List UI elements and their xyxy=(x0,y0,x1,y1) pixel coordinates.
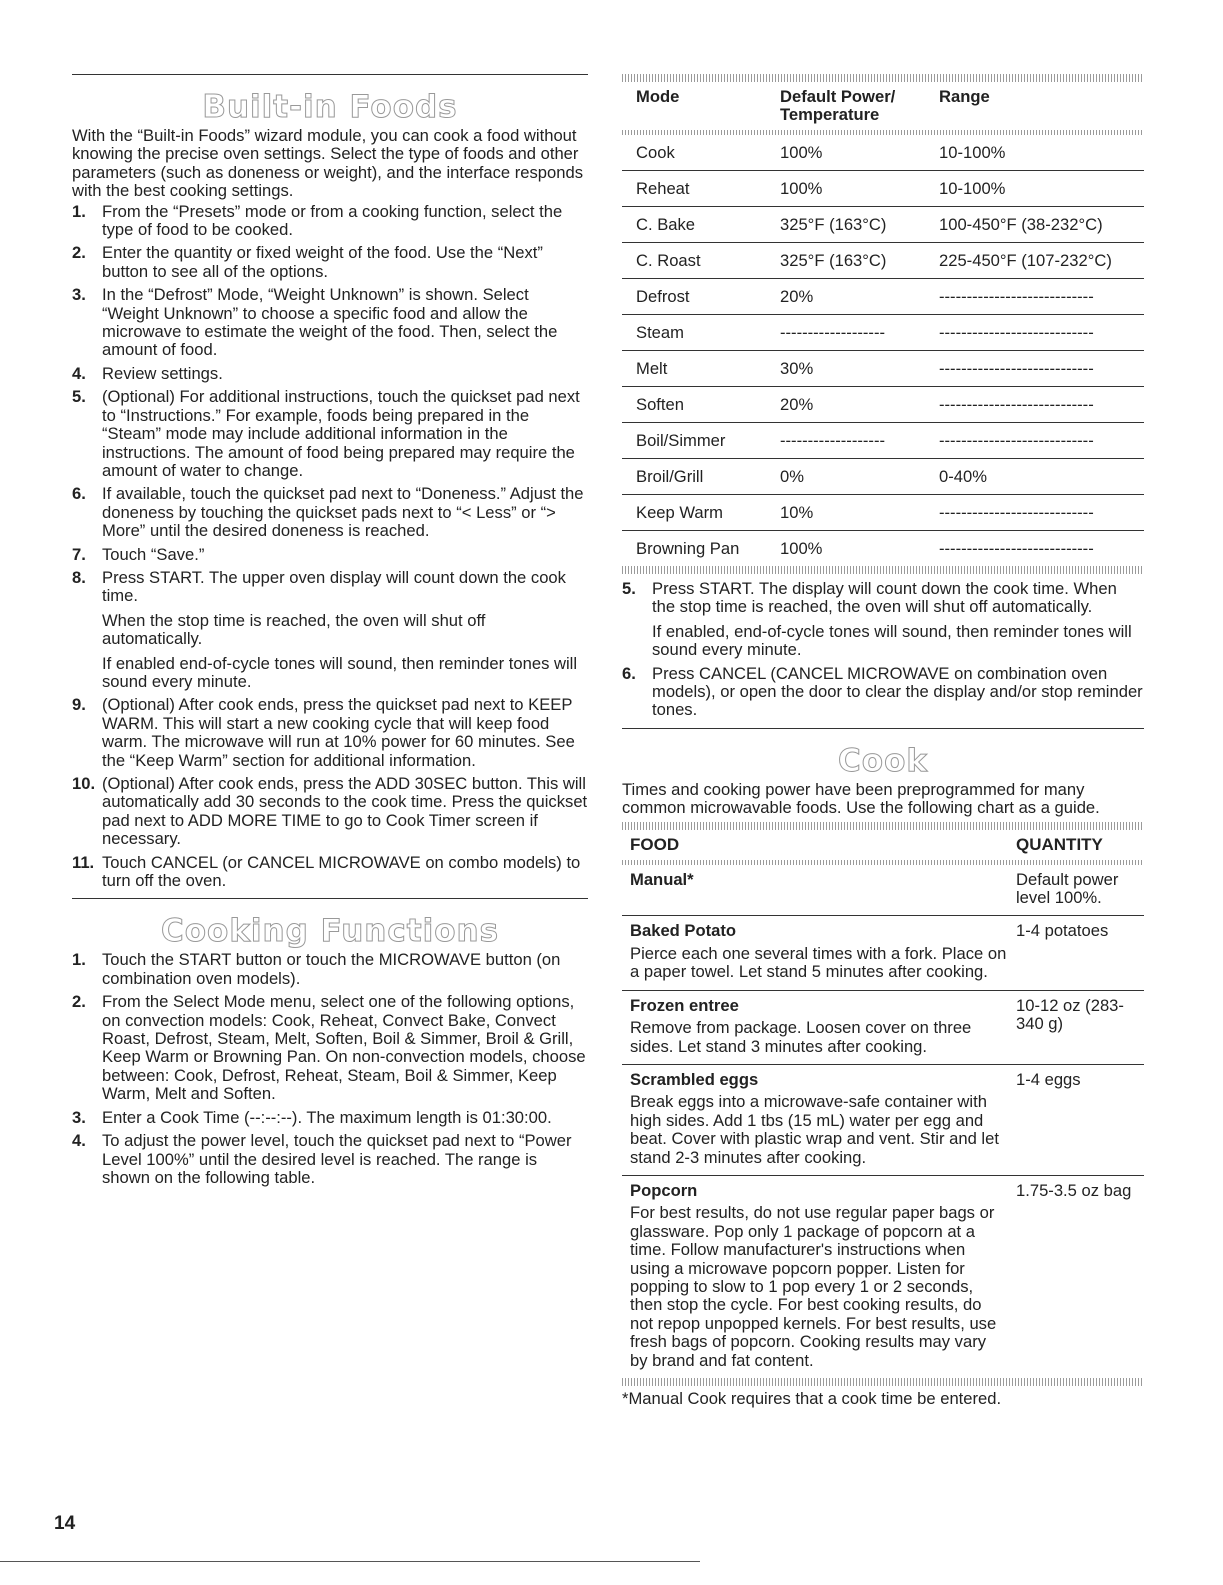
step-text: Enter a Cook Time (--:--:--). The maximum length is 01:30:00. xyxy=(102,1107,552,1127)
builtin-foods-heading: Built-in Foods xyxy=(202,89,458,125)
list-item xyxy=(72,1109,588,1127)
builtin-foods-steps xyxy=(72,203,588,891)
step-text: Press START. The display will count down the cook time. When the stop time is reached, the oven will shut off automatically. xyxy=(652,579,1117,617)
range-cell: ---------------------------- xyxy=(925,279,1144,315)
table-row xyxy=(622,243,1144,279)
table-row xyxy=(622,351,1144,387)
range-cell: ---------------------------- xyxy=(925,315,1144,351)
table-header-row xyxy=(622,830,1144,860)
mode-cell: Browning Pan xyxy=(636,539,740,558)
header-divider xyxy=(622,130,1144,135)
power-cell: ------------------- xyxy=(766,423,925,459)
mode-table-body xyxy=(622,135,1144,566)
mode-cell: Keep Warm xyxy=(622,495,766,531)
list-item xyxy=(72,569,588,691)
column-header: FOOD xyxy=(630,834,680,854)
food-cell xyxy=(622,1175,1008,1378)
mode-cell: C. Bake xyxy=(622,207,766,243)
step-note: If enabled end-of-cycle tones will sound, then reminder tones will sound every minute. xyxy=(102,653,578,691)
mode-cell: Defrost xyxy=(622,279,766,315)
cooking-functions-heading: Cooking Functions xyxy=(160,913,500,950)
food-description: For best results, do not use regular paper bags or glassware. Pop only 1 package of popcorn at a time. Follow manufacturer's instructions when using a microwave popcorn popper. Listen for popping to slow to 1 pop every 1 or 2 seconds, then stop the cycle. For best cooking results, do not repop unpopped kernels. For best results, use fresh bags of popcorn. Cooking results may vary by brand and fat content. xyxy=(630,1203,997,1370)
step-text: Review settings. xyxy=(102,363,223,383)
food-table xyxy=(622,830,1144,1378)
food-cell xyxy=(622,916,1008,990)
step-number: 5. xyxy=(72,387,86,407)
mode-cell: Boil/Simmer xyxy=(622,423,766,459)
table-row xyxy=(622,1175,1144,1378)
table-row xyxy=(622,916,1144,990)
step-number: 1. xyxy=(72,950,86,970)
right-column xyxy=(622,74,1144,1408)
column-header: QUANTITY xyxy=(1016,834,1103,854)
cook-intro: Times and cooking power have been preprogrammed for many common microwavable foods. Use the following chart as a guide. xyxy=(622,779,1100,818)
step-text: (Optional) For additional instructions, touch the quickset pad next to “Instructions.” For example, foods being prepared in the “Steam” mode may include additional information in the instructions. The amount of food being prepared may require the amount of water to change. xyxy=(102,387,580,480)
step-number: 2. xyxy=(72,992,86,1012)
power-cell: 100% xyxy=(780,539,823,558)
quantity-cell: 10-12 oz (283-340 g) xyxy=(1008,990,1144,1064)
table-row xyxy=(622,315,1144,351)
step-text: Touch “Save.” xyxy=(102,544,205,564)
step-text: Enter the quantity or fixed weight of the food. Use the “Next” button to see all of the options. xyxy=(102,243,543,281)
table-row xyxy=(622,990,1144,1064)
food-name: Manual* xyxy=(630,869,694,889)
table-top-border xyxy=(622,822,1144,830)
range-cell: 100-450°F (38-232°C) xyxy=(925,207,1144,243)
list-item xyxy=(72,546,588,564)
table-row xyxy=(622,387,1144,423)
footnote: *Manual Cook requires that a cook time be entered. xyxy=(622,1389,1002,1408)
builtin-foods-intro: With the “Built-in Foods” wizard module, you can cook a food without knowing the precise oven settings. Select the type of foods and other parameters (such as doneness or weight), and the interface responds with the best cooking settings. xyxy=(72,126,584,201)
step-text: Touch CANCEL (or CANCEL MICROWAVE on combo models) to turn off the oven. xyxy=(102,852,581,891)
section-divider xyxy=(72,898,588,899)
range-cell: ---------------------------- xyxy=(939,539,1094,558)
food-table-body xyxy=(622,865,1144,1378)
list-item xyxy=(72,203,588,240)
cook-heading: Cook xyxy=(838,742,928,779)
step-number: 8. xyxy=(72,567,86,587)
quantity-cell: 1.75-3.5 oz bag xyxy=(1016,1180,1132,1200)
range-cell: 10-100% xyxy=(925,135,1144,171)
step-text: (Optional) After cook ends, press the ADD 30SEC button. This will automatically add 30 seconds to the cook time. Press the quickset pad next to ADD MORE TIME to go to Cook Timer screen if necessary. xyxy=(102,774,588,849)
quantity-cell: 1-4 potatoes xyxy=(1008,916,1144,990)
column-header: Default Power/ Temperature xyxy=(780,87,896,124)
list-item xyxy=(72,993,588,1103)
quantity-cell: 1-4 eggs xyxy=(1008,1064,1144,1175)
cooking-functions-steps xyxy=(72,951,588,1187)
mode-cell: Melt xyxy=(622,351,766,387)
step-number: 4. xyxy=(72,1131,86,1151)
step-text: In the “Defrost” Mode, “Weight Unknown” is shown. Select “Weight Unknown” to choose a specific food and allow the microwave to estimate the weight of the food. Then, select the amount of food. xyxy=(102,285,558,360)
step-number: 3. xyxy=(72,1107,86,1127)
range-cell: 0-40% xyxy=(925,459,1144,495)
table-row xyxy=(622,423,1144,459)
list-item xyxy=(72,951,588,988)
range-cell: ---------------------------- xyxy=(925,423,1144,459)
list-item xyxy=(72,696,588,770)
mode-cell: C. Roast xyxy=(622,243,766,279)
column-header: Range xyxy=(939,87,990,106)
step-number: 1. xyxy=(72,201,86,221)
table-row xyxy=(622,135,1144,171)
quantity-cell: Default power level 100%. xyxy=(1008,865,1144,916)
step-number: 6. xyxy=(622,663,636,683)
power-cell: 20% xyxy=(766,279,925,315)
power-cell: 100% xyxy=(766,171,925,207)
list-item xyxy=(72,388,588,480)
food-description: Break eggs into a microwave-safe container with high sides. Add 1 tbs (15 mL) water per egg and beat. Cover with plastic wrap and vent. Stir and let stand 2-3 minutes after cooking. xyxy=(630,1092,999,1167)
step-number: 2. xyxy=(72,243,86,263)
power-cell: 100% xyxy=(766,135,925,171)
range-cell: ---------------------------- xyxy=(925,387,1144,423)
section-divider xyxy=(72,74,588,75)
power-cell: ------------------- xyxy=(766,315,925,351)
power-cell: 30% xyxy=(766,351,925,387)
food-cell xyxy=(622,990,1008,1064)
food-name: Frozen entree xyxy=(630,995,739,1015)
page-bottom-rule xyxy=(0,1561,700,1562)
table-header-row xyxy=(622,82,1144,129)
food-cell xyxy=(622,865,1008,916)
right-steps xyxy=(622,580,1144,720)
power-cell: 10% xyxy=(766,495,925,531)
power-cell: 0% xyxy=(766,459,925,495)
step-number: 3. xyxy=(72,285,86,305)
table-bottom-border xyxy=(622,566,1144,574)
step-text: To adjust the power level, touch the quickset pad next to “Power Level 100%” until the desired level is reached. The range is shown on the following table. xyxy=(102,1131,572,1187)
table-row xyxy=(622,207,1144,243)
step-text: If available, touch the quickset pad next to “Doneness.” Adjust the doneness by touching the quickset pads next to “< Less” or “> More” until the desired doneness is reached. xyxy=(102,484,584,541)
step-number: 10. xyxy=(72,774,96,793)
food-description: Remove from package. Loosen cover on three sides. Let stand 3 minutes after cooking. xyxy=(630,1018,972,1056)
step-text: Press CANCEL (CANCEL MICROWAVE on combination oven models), or open the door to clear the display and/or stop reminder tones. xyxy=(652,663,1143,720)
food-name: Popcorn xyxy=(630,1180,698,1200)
left-column xyxy=(72,74,588,1192)
list-item xyxy=(72,1132,588,1187)
mode-cell: Soften xyxy=(622,387,766,423)
list-item xyxy=(72,775,588,849)
step-note: When the stop time is reached, the oven will shut off automatically. xyxy=(102,610,486,649)
mode-cell: Cook xyxy=(622,135,766,171)
table-row xyxy=(622,459,1144,495)
food-name: Scrambled eggs xyxy=(630,1069,759,1089)
column-header: Mode xyxy=(636,87,680,106)
table-row xyxy=(622,865,1144,916)
table-top-border xyxy=(622,74,1144,82)
mode-cell: Steam xyxy=(622,315,766,351)
mode-table xyxy=(622,82,1144,566)
step-number: 11. xyxy=(72,852,95,872)
step-number: 9. xyxy=(72,695,86,715)
step-number: 5. xyxy=(622,579,636,598)
step-number: 6. xyxy=(72,484,86,504)
step-number: 7. xyxy=(72,544,86,564)
mode-cell: Reheat xyxy=(622,171,766,207)
range-cell: 10-100% xyxy=(925,171,1144,207)
step-text: Touch the START button or touch the MICROWAVE button (on combination oven models). xyxy=(102,950,561,988)
table-row xyxy=(622,279,1144,315)
range-cell: ---------------------------- xyxy=(925,495,1144,531)
range-cell: 225-450°F (107-232°C) xyxy=(925,243,1144,279)
list-item xyxy=(622,580,1144,660)
list-item xyxy=(72,854,588,891)
step-text: (Optional) After cook ends, press the quickset pad next to KEEP WARM. This will start a new cooking cycle that will keep food warm. The microwave will run at 10% power for 60 minutes. See the “Keep Warm” section for additional information. xyxy=(102,695,575,770)
list-item xyxy=(622,665,1144,720)
table-bottom-border xyxy=(622,1378,1144,1386)
power-cell: 325°F (163°C) xyxy=(766,243,925,279)
power-cell: 325°F (163°C) xyxy=(766,207,925,243)
step-text: From the “Presets” mode or from a cooking function, select the type of food to be cooked. xyxy=(102,201,563,240)
list-item xyxy=(72,485,588,540)
mode-cell: Broil/Grill xyxy=(622,459,766,495)
step-note: If enabled, end-of-cycle tones will sound, then reminder tones will sound every minute. xyxy=(652,621,1132,660)
table-row xyxy=(622,1064,1144,1175)
table-row xyxy=(622,171,1144,207)
list-item xyxy=(72,286,588,360)
power-cell: 20% xyxy=(766,387,925,423)
food-name: Baked Potato xyxy=(630,921,737,941)
range-cell: ---------------------------- xyxy=(925,351,1144,387)
page-number: 14 xyxy=(54,1513,76,1534)
section-divider xyxy=(622,728,1144,729)
table-row xyxy=(622,495,1144,531)
food-cell xyxy=(622,1064,1008,1175)
step-text: Press START. The upper oven display will count down the cook time. xyxy=(102,567,566,606)
table-row xyxy=(622,531,1144,567)
step-number: 4. xyxy=(72,363,86,383)
food-description: Pierce each one several times with a fork. Place on a paper towel. Let stand 5 minutes after cooking. xyxy=(630,943,1007,982)
list-item xyxy=(72,244,588,281)
step-text: From the Select Mode menu, select one of the following options, on convection models: Cook, Reheat, Convect Bake, Convect Roast, Defrost, Steam, Melt, Soften, Boil & Simmer, Broil & Grill, Keep Warm or Browning Pan. On non-convection models, choose between: Cook, Defrost, Reheat, Steam, Boil & Simmer, Keep Warm, Melt and Soften. xyxy=(102,992,586,1104)
list-item xyxy=(72,365,588,383)
